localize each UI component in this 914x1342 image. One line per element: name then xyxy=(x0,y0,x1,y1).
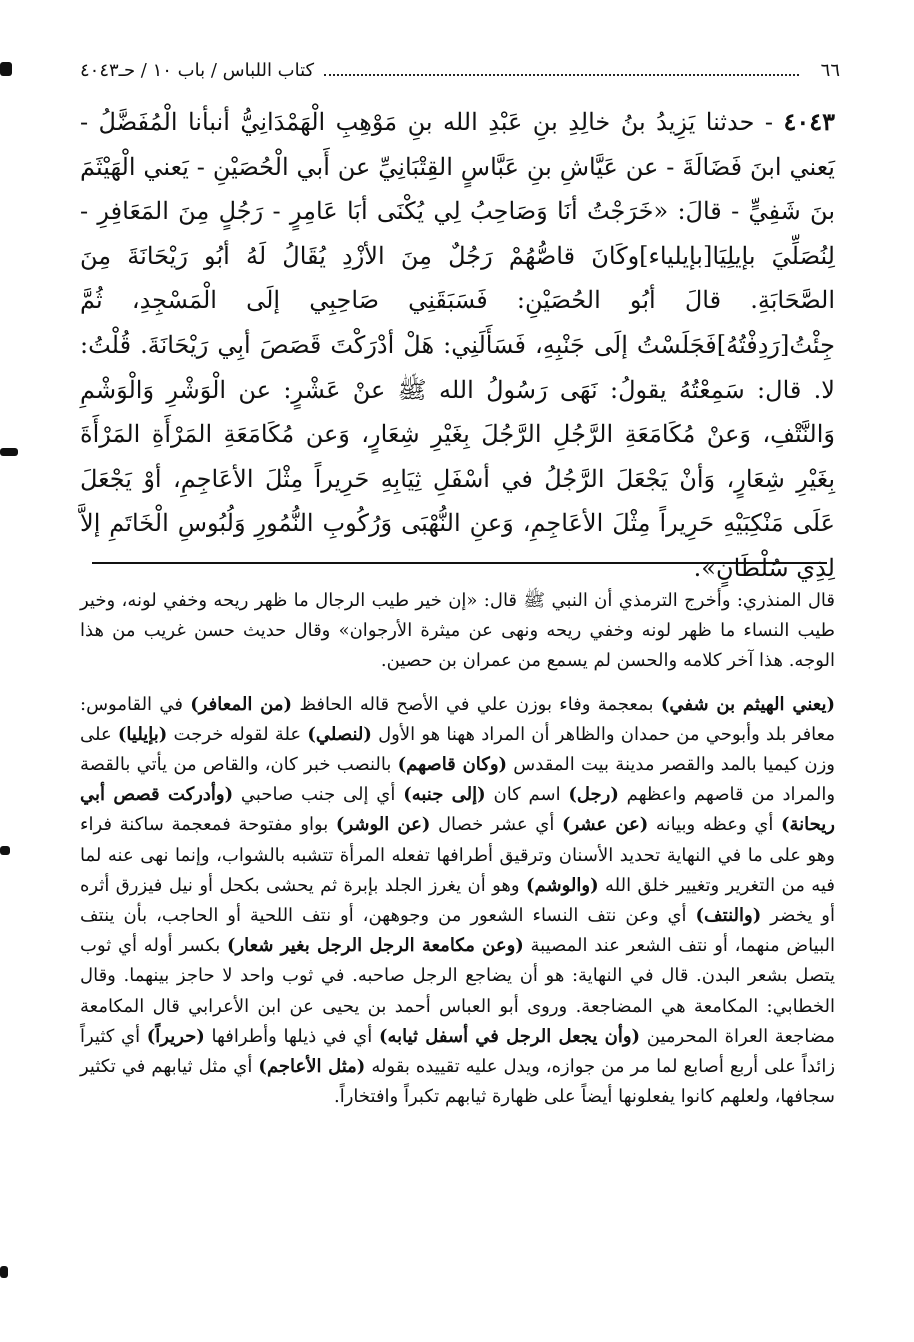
commentary-lemma: (وكان قاصهم) xyxy=(397,754,508,776)
commentary-lemma: (وأن يجعل الرجل في أسفل ثيابه) xyxy=(378,1025,641,1047)
commentary-lemma: (عن الوشر) xyxy=(335,814,431,836)
mundhiri-note: قال المنذري: وأخرج الترمذي أن النبي ﷺ قال: «إن خير طيب الرجال ما ظهر ريحه وخفي لونه، وخير طيب النساء ما ظهر لونه وخفي ريحه ونهى عن ميثرة الأرجوان» وقال حديث حسن غريب من هذا الوجه. هذا آخر كلامه والحسن لم يسمع من عمران بن حصين. xyxy=(80,590,835,672)
hadith-number: ٤٠٤٣ xyxy=(783,107,835,136)
binding-mark-left-2 xyxy=(0,846,10,855)
hadith-text-block xyxy=(80,100,835,591)
commentary-lemma: (إلى جنبه) xyxy=(403,784,486,806)
commentary-text: علة لقوله خرجت xyxy=(167,723,308,745)
hadith-body: - حدثنا يَزِيدُ بنُ خالِدِ بنِ عَبْدِ الله بنِ مَوْهِبِ الْهَمْدَانِيُّ أنبأنا الْمُفَضَّلُ - يَعني ابنَ فَضَالَةَ - عن عَيَّاشِ بنِ عَبَّاسٍ القِتْبَانِيِّ عن أَبي الْحُصَيْنِ - يَعني الْهَيْثَمَ بنَ شَفِيٍّ - قالَ: «خَرَجْتُ أنَا وَصَاحِبُ لِي يُكْنَى أبَا عَامِرٍ - رَجُلٍ مِنَ المَعَافِرِ - لِنُصَلِّيَ بإيلِيَا[بإيلياء]وكَانَ قاصُّهُمْ رَجُلٌ مِنَ الأزْدِ يُقَالُ لَهُ أبُو رَيْحَانَةَ مِنَ الصَّحَابَةِ. قالَ أبُو الحُصَيْنِ: فَسَبَقَنِي صَاحِبِي إلَى الْمَسْجِدِ، ثُمَّ جِئْتُ[رَدِفْتُهُ]فَجَلَسْتُ إلَى جَنْبِهِ، فَسَأَلَنِي: هَلْ أدْرَكْتَ قَصَصَ أبِي رَيْحَانَةَ. قُلْتُ: لا. قال: سَمِعْتُهُ يقولُ: نَهَى رَسُولُ الله ﷺ عنْ عَشْرٍ: عن الْوَشْرِ وَالْوَشْمِ وَالنَّتْفِ، وَعنْ مُكَامَعَةِ الرَّجُلِ الرَّجُلَ بِغَيْرِ شِعَارٍ، وَعن مُكَامَعَةِ المَرْأَةِ المَرْأَةَ بِغَيْرِ شِعَارٍ، وَأنْ يَجْعَلَ الرَّجُلُ في أسْفَلِ ثِيَابِهِ حَرِيراً مِثْلَ الأعَاجِمِ، أوْ يَجْعَلَ عَلَى مَنْكِبَيْهِ حَرِيراً مِثْلَ الأعَاجِمِ، وَعنِ النُّهْبَى وَرُكُوبِ النُّمُورِ وَلُبُوسِ الْخَاتَمِ إلاَّ لِذِي سُلْطَانٍ». xyxy=(80,108,835,582)
commentary-lemma: (لنصلي) xyxy=(307,723,372,745)
commentary-text: في القاموس: معافر بلد وأبوحي من حمدان والظاهر أن المراد ههنا هو الأول xyxy=(80,693,835,745)
running-title: كتاب اللباس / باب ١٠ / حـ٤٠٤٣ xyxy=(80,59,315,81)
section-divider xyxy=(92,562,827,564)
commentary-lemma: (يعني الهيثم بن شفي) xyxy=(660,693,836,715)
commentary-text: أي مثل ثيابهم في تكثير سجافها، ولعلهم كانوا يفعلونها أيضاً على ظهارة ثيابهم تكبراً وافتخاراً. xyxy=(80,1056,835,1108)
commentary-lemma: (والوشم) xyxy=(526,874,599,896)
commentary-lemma: (بإيليا) xyxy=(117,723,168,745)
commentary-text: أي كثيراً زائداً على أربع أصابع لما مر من جوازه، ويدل عليه تقييده بقوله xyxy=(80,1025,836,1078)
page-header xyxy=(80,52,840,88)
commentary-text: وهو أن يغرز الجلد بإبرة ثم يحشى بكحل أو نيل فيزرق أثره أو يخضر xyxy=(80,874,835,927)
commentary-paragraph xyxy=(80,690,835,1113)
commentary-lemma: (وأدركت قصص أبي ريحانة) xyxy=(80,784,835,836)
commentary-lemma: (وعن مكامعة الرجل الرجل بغير شعار) xyxy=(226,935,524,957)
binding-mark-bottom xyxy=(0,1266,8,1278)
commentary-lemma: (عن عشر) xyxy=(561,814,649,836)
binding-mark-left-1 xyxy=(0,448,18,456)
commentary-text: اسم كان xyxy=(485,784,569,806)
commentary-text: بكسر أوله أي ثوب يتصل بشعر البدن. قال في النهاية: هو أن يضاجع الرجل صاحبه. في ثوب واحد لا حاجز بينهما. وقال الخطابي: المكامعة هي المضاجعة. وروى أبو العباس أحمد بن يحيى عن ابن الأعرابي قال المكامعة مضاجعة العراة المحرمين xyxy=(80,935,835,1047)
binding-mark-top xyxy=(0,62,12,76)
commentary-text: أي وعن نتف النساء الشعور من وجوههن، أو نتف اللحية أو الحاجب، بأن ينتف البياض منهما، أو نتف الشعر عند المصيبة xyxy=(80,905,835,957)
commentary-text: على وزن كيميا بالمد والقصر مدينة بيت المقدس xyxy=(80,723,835,776)
commentary-lemma: (والنتف) xyxy=(695,905,762,927)
commentary-lemma: (حريراً) xyxy=(146,1025,205,1047)
commentary-text: بمعجمة وفاء بوزن علي في الأصح قاله الحافظ xyxy=(292,693,661,715)
commentary-text: أي في ذيلها وأطرافها xyxy=(204,1025,379,1047)
commentary-lemma: (من المعافر) xyxy=(190,693,293,715)
commentary-text: بواو مفتوحة فمعجمة ساكنة فراء وهو على ما في النهاية تحديد الأسنان وترقيق أطرافها تفعله المرأة تتشبه بالشواب، وإنما نهى عنه لما فيه من التغرير وتغيير خلق الله xyxy=(80,814,835,896)
page-number: ٦٦ xyxy=(820,59,840,81)
commentary-text: بالنصب خبر كان، والقاص من يأتي بالقصة والمراد من قاصهم واعظهم xyxy=(80,754,836,806)
commentary-text: أي وعظه وبيانه xyxy=(648,814,781,836)
commentary-block xyxy=(80,586,835,1112)
header-dotted-leader xyxy=(324,64,799,76)
commentary-text: أي إلى جنب صاحبي xyxy=(233,784,404,806)
commentary-text: أي عشر خصال xyxy=(430,814,562,836)
commentary-lemma: (رجل) xyxy=(568,784,619,806)
commentary-lemma: (مثل الأعاجم) xyxy=(258,1056,366,1078)
